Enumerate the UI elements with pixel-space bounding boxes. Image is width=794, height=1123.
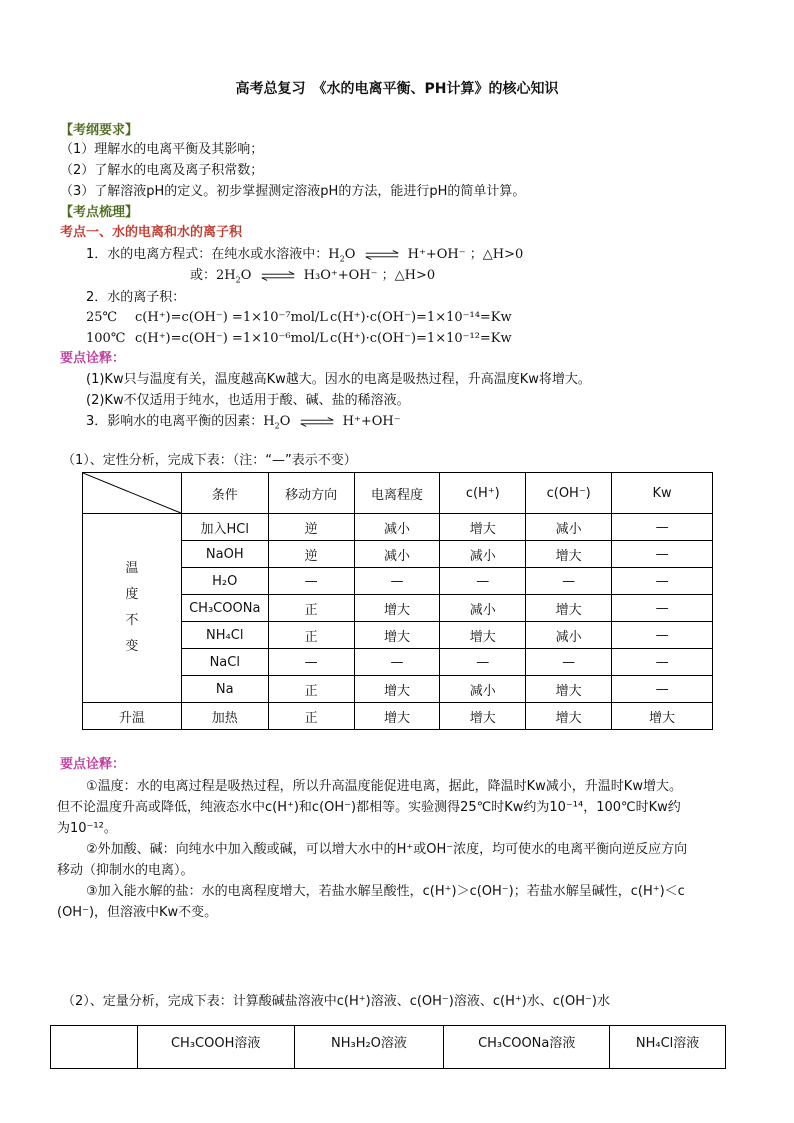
temp-100: 100℃ <box>86 331 126 346</box>
column-header: Kw <box>612 473 713 514</box>
table-cell: NaOH <box>181 541 268 568</box>
table-cell: — <box>612 514 713 541</box>
column-header: CH₃COOH溶液 <box>137 1026 294 1069</box>
eq1-prefix: 1．水的电离方程式：在纯水或水溶液中： <box>86 247 329 262</box>
table-cell: 增大 <box>354 703 440 730</box>
column-header <box>51 1026 138 1069</box>
table-cell: — <box>612 649 713 676</box>
group-label-char: 温 <box>125 561 139 576</box>
table-cell: 减小 <box>440 595 526 622</box>
equilibrium-arrow-icon <box>299 417 335 427</box>
review-header: 【考点梳理】 <box>60 205 139 220</box>
column-header: NH₃H₂O溶液 <box>294 1026 444 1069</box>
note1-header: 要点诠释： <box>60 351 126 366</box>
column-header: 电离程度 <box>354 473 440 514</box>
group-label-char: 度 <box>125 587 139 602</box>
h2o-formula: $H_2O$ <box>328 247 356 264</box>
note2-line: (OH⁻)，但溶液中Kw不变。 <box>57 905 218 920</box>
note2-line: ③加入能水解的盐：水的电离程度增大，若盐水解呈酸性，c(H⁺)＞c(OH⁻)；若盐水解呈碱性，c(H⁺)＜c <box>86 884 685 899</box>
table-cell: 减小 <box>354 541 440 568</box>
quantitative-caption: （2）、定量分析，完成下表：计算酸碱盐溶液中c(H⁺)溶液、c(OH⁻)溶液、c(H⁺)水、c(OH⁻)水 <box>62 994 610 1009</box>
table-cell: 增大 <box>440 622 526 649</box>
table-cell: 加入HCl <box>181 514 268 541</box>
table-cell: 增大 <box>612 703 713 730</box>
factors-right: H⁺+OH⁻ <box>342 414 401 429</box>
table-cell: 正 <box>268 676 354 703</box>
table-cell: NH₄Cl <box>181 622 268 649</box>
qualitative-caption: （1）、定性分析，完成下表：（注：“—”表示不变） <box>62 453 357 468</box>
syllabus-header: 【考纲要求】 <box>60 123 139 138</box>
syllabus-item: （3）了解溶液pH的定义。初步掌握测定溶液pH的方法，能进行pH的简单计算。 <box>60 184 526 199</box>
table-cell: — <box>526 649 612 676</box>
note2-line: 但不论温度升高或降低，纯液态水中c(H⁺)和c(OH⁻)都相等。实验测得25℃时Kw约为10⁻¹⁴，100℃时Kw约 <box>57 800 681 815</box>
table-cell: — <box>268 568 354 595</box>
conc-100: c(H⁺)=c(OH⁻) =1×10⁻⁶mol/L <box>135 331 328 346</box>
column-header: NH₄Cl溶液 <box>610 1026 726 1069</box>
syllabus-item: （2）了解水的电离及离子积常数； <box>60 163 264 178</box>
group-heating: 升温 <box>83 703 182 730</box>
column-header: CH₃COONa溶液 <box>444 1026 610 1069</box>
table-cell: 正 <box>268 622 354 649</box>
h2o-formula: $H_2O$ <box>263 414 291 431</box>
group-label-char: 变 <box>125 639 139 654</box>
table-row <box>83 514 713 541</box>
note2-header: 要点诠释： <box>60 757 126 772</box>
diagonal-line-icon <box>83 473 181 513</box>
table-cell: — <box>612 568 713 595</box>
table-cell: Na <box>181 676 268 703</box>
table-cell: 增大 <box>526 541 612 568</box>
diagonal-header-cell <box>83 473 182 514</box>
table-cell: 减小 <box>526 514 612 541</box>
table-cell: 增大 <box>354 676 440 703</box>
ion-product-title: 2．水的离子积： <box>86 290 186 305</box>
table-cell: — <box>612 595 713 622</box>
note2-line: 移动（抑制水的电离）。 <box>57 863 194 878</box>
note2-line: ①温度：水的电离过程是吸热过程，所以升高温度能促进电离，据此，降温时Kw减小，升温时Kw增大。 <box>86 779 682 794</box>
table-cell: 增大 <box>526 703 612 730</box>
table-cell: 增大 <box>440 703 526 730</box>
table-cell: 正 <box>268 703 354 730</box>
temp-25: 25℃ <box>86 310 118 325</box>
group-temperature-constant <box>83 514 182 703</box>
note2-line: 为10⁻¹²。 <box>57 821 117 836</box>
column-header: c(H⁺) <box>440 473 526 514</box>
table-cell: 逆 <box>268 514 354 541</box>
table-cell: — <box>440 649 526 676</box>
ionization-equation-2 <box>190 267 435 285</box>
group-label <box>83 556 181 660</box>
table-header-row <box>83 473 713 514</box>
conc-25: c(H⁺)=c(OH⁻) =1×10⁻⁷mol/L <box>135 310 328 325</box>
syllabus-item: （1）理解水的电离平衡及其影响； <box>60 142 264 157</box>
table-cell: 加热 <box>181 703 268 730</box>
kp1-title: 考点一、水的电离和水的离子积 <box>60 225 243 240</box>
table-cell: 增大 <box>440 514 526 541</box>
table-cell: 正 <box>268 595 354 622</box>
equilibrium-arrow-icon <box>364 250 400 260</box>
table-cell: — <box>612 622 713 649</box>
influence-factors <box>86 413 401 431</box>
table-cell: NaCl <box>181 649 268 676</box>
quantitative-table <box>50 1025 726 1069</box>
kw-100: c(H⁺)·c(OH⁻)=1×10⁻¹²=Kw <box>330 331 512 346</box>
table-cell: 增大 <box>526 676 612 703</box>
table-cell: 逆 <box>268 541 354 568</box>
eq2-right: H₃O⁺+OH⁻ ；△H>0 <box>303 268 436 283</box>
column-header: c(OH⁻) <box>526 473 612 514</box>
table-cell: — <box>612 676 713 703</box>
kw-25: c(H⁺)·c(OH⁻)=1×10⁻¹⁴=Kw <box>330 310 512 325</box>
equilibrium-arrow-icon <box>260 271 296 281</box>
table-cell: — <box>526 568 612 595</box>
group-label-char: 不 <box>125 613 139 628</box>
table-cell: 增大 <box>526 595 612 622</box>
table-cell: 减小 <box>354 514 440 541</box>
qualitative-table <box>82 472 713 730</box>
column-header: 条件 <box>181 473 268 514</box>
eq1-right: H⁺+OH⁻ ；△H>0 <box>407 247 524 262</box>
table-cell: 增大 <box>354 622 440 649</box>
table-cell: — <box>440 568 526 595</box>
table-cell: — <box>268 649 354 676</box>
note1-point: (2)Kw不仅适用于纯水，也适用于酸、碱、盐的稀溶液。 <box>86 393 410 408</box>
table-cell: H₂O <box>181 568 268 595</box>
table-cell: CH₃COONa <box>181 595 268 622</box>
table-header-row <box>51 1026 726 1069</box>
factors-prefix: 3．影响水的电离平衡的因素： <box>86 414 264 429</box>
ionization-equation-1 <box>86 246 523 264</box>
table-cell: 减小 <box>440 676 526 703</box>
column-header: 移动方向 <box>268 473 354 514</box>
table-cell: 增大 <box>354 595 440 622</box>
table-cell: 减小 <box>526 622 612 649</box>
table-row <box>83 703 713 730</box>
table-cell: — <box>354 568 440 595</box>
table-cell: 减小 <box>440 541 526 568</box>
table-cell: — <box>612 541 713 568</box>
eq2-prefix: 或： <box>190 268 217 283</box>
table-cell: — <box>354 649 440 676</box>
two-h2o-formula: $2H_2O$ <box>216 268 252 285</box>
page-title: 高考总复习 《水的电离平衡、PH计算》的核心知识 <box>235 81 559 97</box>
note1-point: (1)Kw只与温度有关，温度越高Kw越大。因水的电离是吸热过程，升高温度Kw将增大。 <box>86 372 591 387</box>
note2-line: ②外加酸、碱：向纯水中加入酸或碱，可以增大水中的H⁺或OH⁻浓度，均可使水的电离平衡向逆反应方向 <box>86 842 688 857</box>
